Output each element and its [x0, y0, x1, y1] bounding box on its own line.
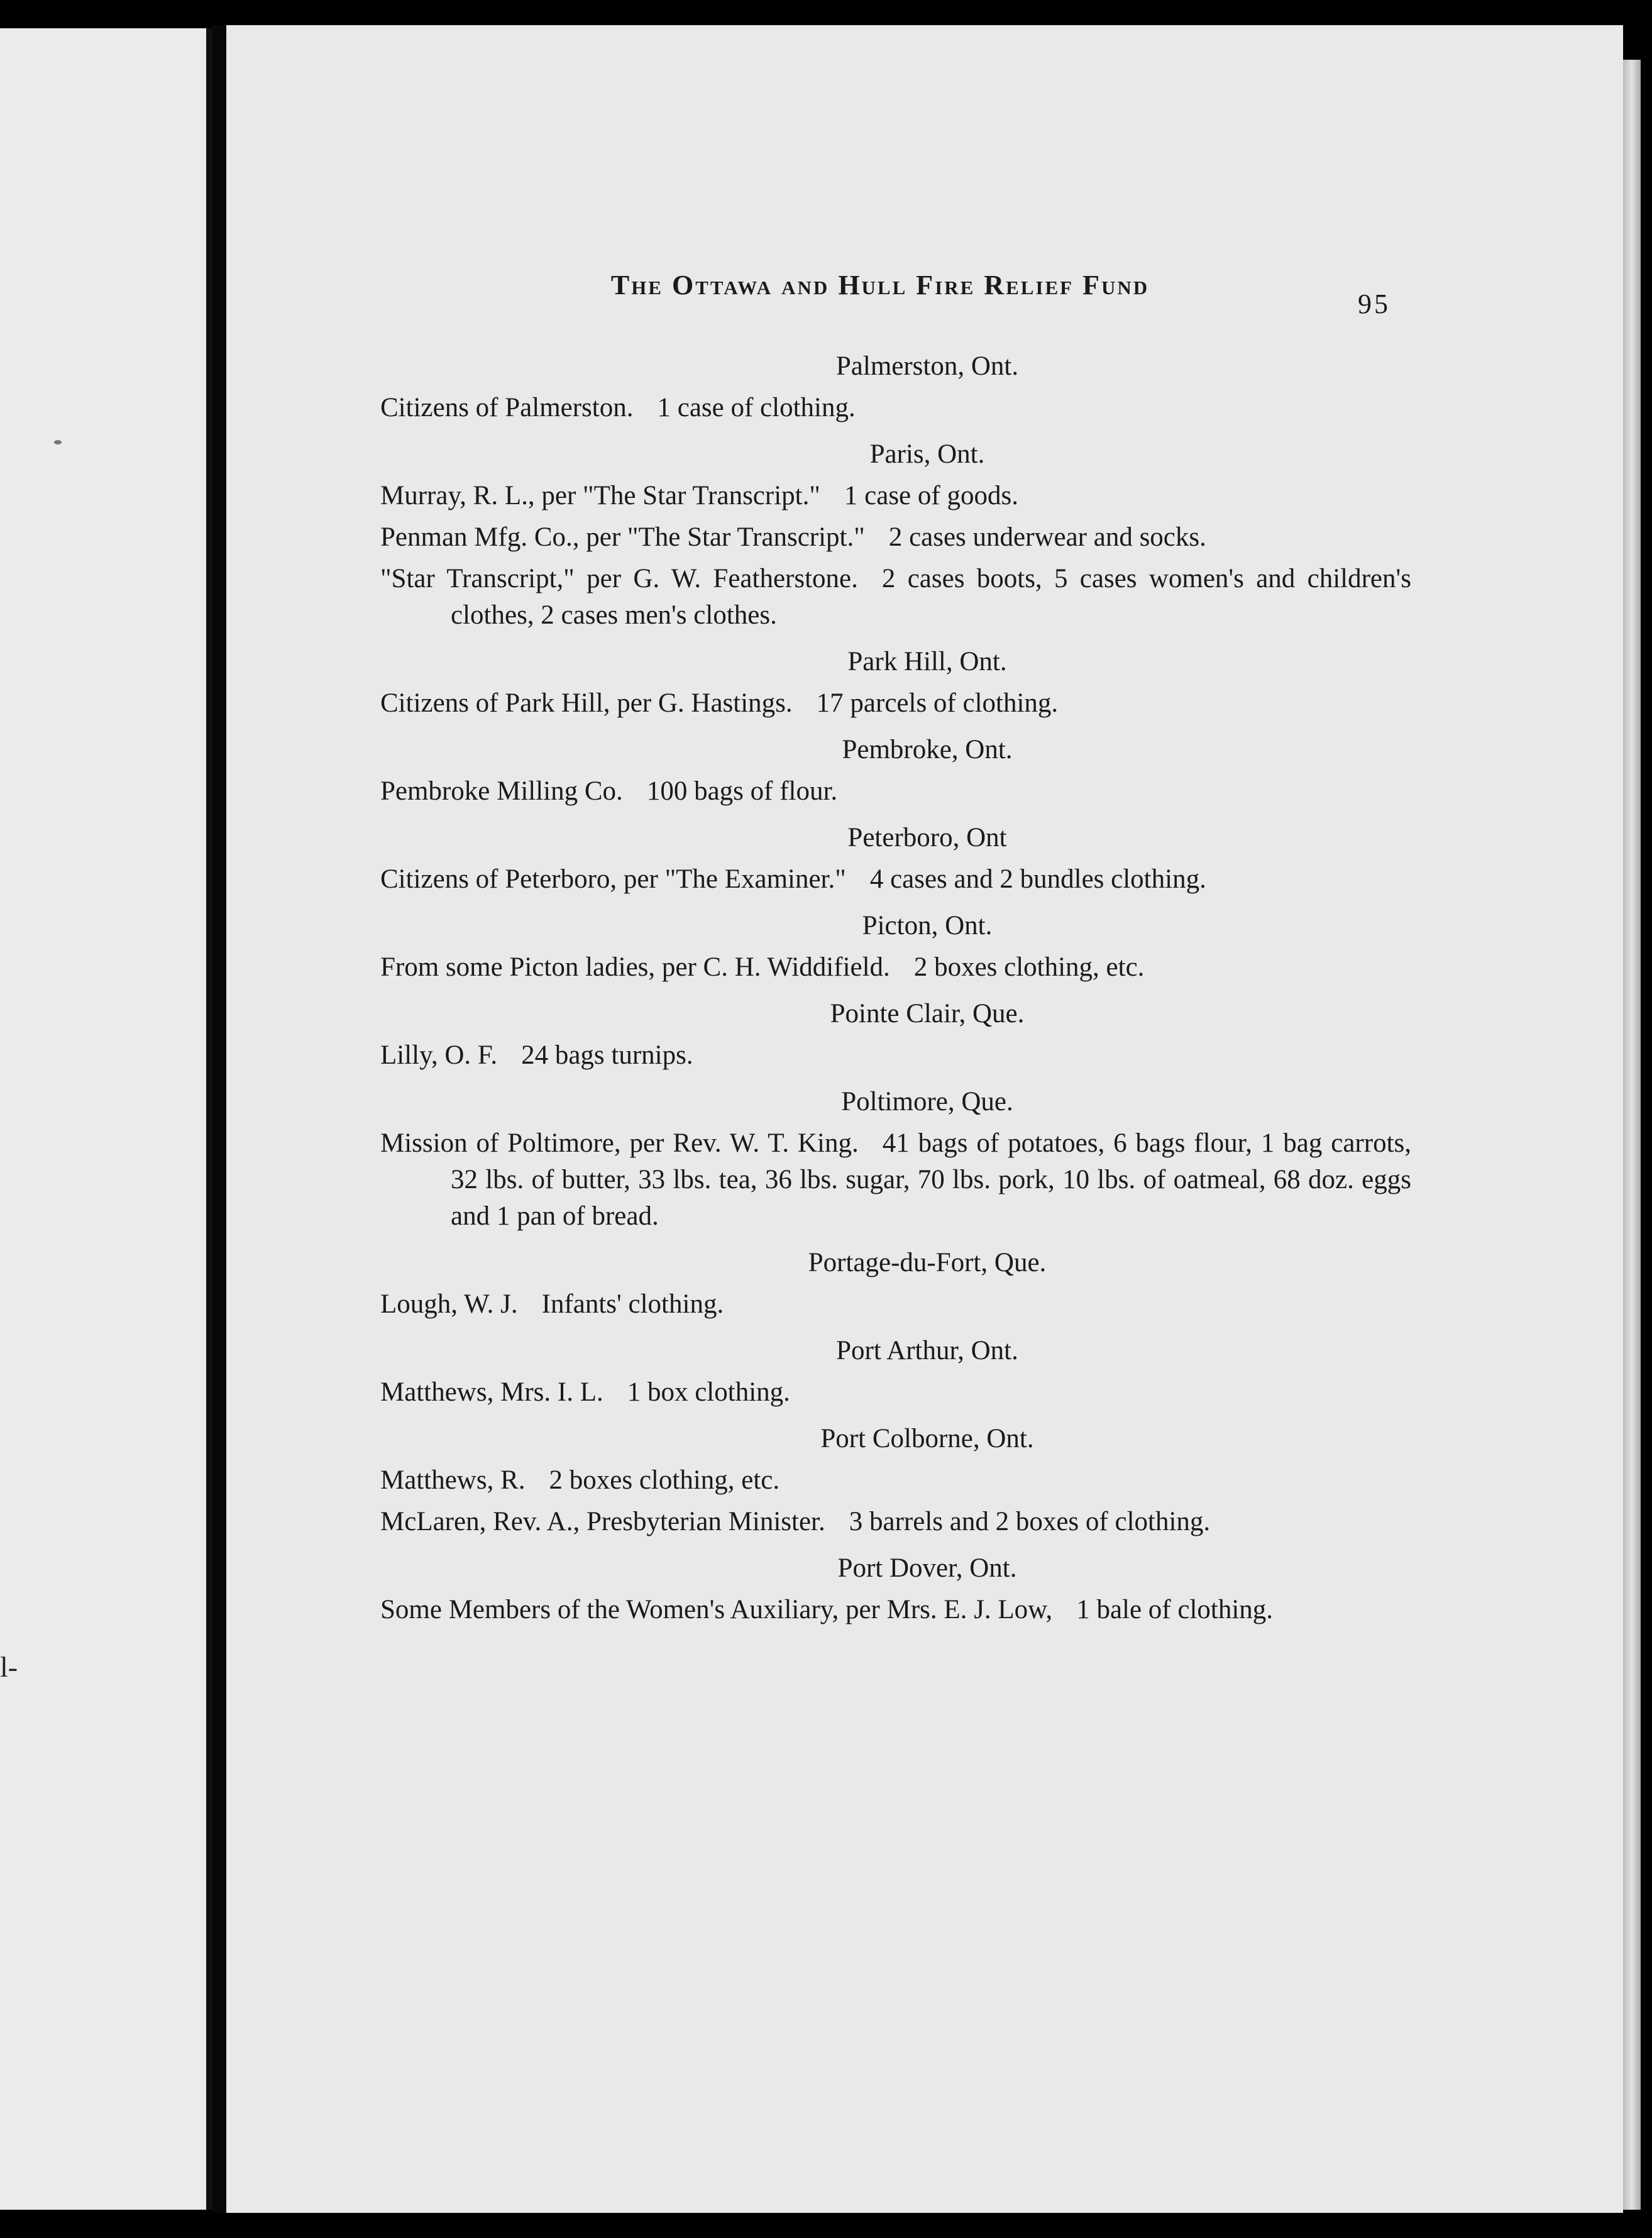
- donor-name: Mission of Poltimore, per Rev. W. T. King.: [380, 1128, 859, 1158]
- donor-entry: [380, 1504, 1411, 1540]
- donated-items: 2 boxes clothing, etc.: [549, 1465, 780, 1495]
- page-number: 95: [1358, 289, 1390, 319]
- donor-name: Citizens of Peterboro, per "The Examiner.": [380, 864, 846, 894]
- donor-name: From some Picton ladies, per C. H. Widdifield.: [380, 952, 890, 982]
- location-heading: Port Dover, Ont.: [837, 1553, 1017, 1583]
- donor-entry: [380, 1286, 1411, 1323]
- location-heading: Palmerston, Ont.: [835, 351, 1019, 381]
- location-section: [380, 1333, 1411, 1411]
- donor-name: Matthews, Mrs. I. L.: [380, 1377, 603, 1407]
- donor-name: Matthews, R.: [380, 1465, 526, 1495]
- location-section: [380, 436, 1411, 634]
- left-page-edge: [0, 28, 212, 2210]
- donor-name: Murray, R. L., per "The Star Transcript.": [380, 481, 820, 510]
- location-section: [380, 1084, 1411, 1235]
- donated-items: 2 cases underwear and socks.: [888, 522, 1206, 552]
- donated-items: 1 bale of clothing.: [1076, 1595, 1274, 1624]
- donor-name: Citizens of Park Hill, per G. Hastings.: [380, 688, 793, 718]
- donated-items: 4 cases and 2 bundles clothing.: [869, 864, 1206, 894]
- page-stack-edge: [1623, 60, 1641, 2210]
- donor-entry: [380, 1592, 1411, 1628]
- paper-speck: [54, 440, 62, 444]
- donated-items: 1 case of clothing.: [657, 393, 856, 422]
- location-section: [380, 820, 1411, 898]
- donor-name: Lough, W. J.: [380, 1289, 518, 1319]
- donor-entry: [380, 1125, 1411, 1235]
- donated-items: 2 cases boots, 5 cases women's and children's clothes, 2 cases men's clothes.: [451, 564, 1411, 630]
- donated-items: 3 barrels and 2 boxes of clothing.: [849, 1507, 1211, 1536]
- donated-items: 1 box clothing.: [627, 1377, 790, 1407]
- donor-entry: [380, 561, 1411, 634]
- donor-name: Penman Mfg. Co., per "The Star Transcript.": [380, 522, 865, 552]
- donor-entry: [380, 1374, 1411, 1411]
- location-section: [380, 1550, 1411, 1628]
- donor-entry: [380, 1462, 1411, 1499]
- donation-list: [380, 338, 1411, 1633]
- location-heading: Peterboro, Ont: [847, 823, 1007, 852]
- donor-entry: [380, 519, 1411, 556]
- donor-entry: [380, 685, 1411, 722]
- donor-entry: [380, 478, 1411, 514]
- donated-items: 41 bags of potatoes, 6 bags flour, 1 bag carrots, 32 lbs. of butter, 33 lbs. tea, 36 lbs. sugar, 70 lbs. pork, 10 lbs. of oatmeal, 68 doz. eggs and 1 pan of bread.: [451, 1128, 1411, 1231]
- donor-entry: [380, 1037, 1411, 1074]
- donor-entry: [380, 861, 1411, 898]
- donor-name: Lilly, O. F.: [380, 1040, 498, 1070]
- donor-name: Citizens of Palmerston.: [380, 393, 634, 422]
- donated-items: 1 case of goods.: [844, 481, 1018, 510]
- donated-items: 24 bags turnips.: [521, 1040, 693, 1070]
- donor-name: Pembroke Milling Co.: [380, 776, 623, 806]
- location-section: [380, 996, 1411, 1074]
- location-heading: Port Arthur, Ont.: [836, 1336, 1018, 1365]
- left-page-binding-shadow: [206, 28, 212, 2210]
- location-heading: Pointe Clair, Que.: [830, 999, 1025, 1028]
- location-heading: Pembroke, Ont.: [842, 735, 1013, 764]
- donor-entry: [380, 390, 1411, 426]
- running-head: The Ottawa and Hull Fire Relief Fund: [610, 270, 1150, 300]
- donated-items: Infants' clothing.: [541, 1289, 724, 1319]
- donor-entry: [380, 773, 1411, 810]
- donated-items: 2 boxes clothing, etc.: [913, 952, 1145, 982]
- location-section: [380, 908, 1411, 986]
- donor-name: "Star Transcript," per G. W. Featherstone.: [380, 564, 858, 593]
- donor-entry: [380, 949, 1411, 986]
- location-heading: Portage-du-Fort, Que.: [808, 1248, 1047, 1277]
- location-section: [380, 348, 1411, 426]
- location-heading: Poltimore, Que.: [841, 1087, 1013, 1116]
- donor-name: Some Members of the Women's Auxiliary, per Mrs. E. J. Low,: [380, 1595, 1053, 1624]
- location-section: [380, 644, 1411, 722]
- donated-items: 17 parcels of clothing.: [816, 688, 1059, 718]
- donor-name: McLaren, Rev. A., Presbyterian Minister.: [380, 1507, 825, 1536]
- book-gutter: [212, 25, 226, 2213]
- location-section: [380, 732, 1411, 810]
- location-heading: Paris, Ont.: [869, 439, 985, 469]
- location-heading: Picton, Ont.: [862, 911, 993, 940]
- location-heading: Park Hill, Ont.: [847, 647, 1007, 676]
- location-heading: Port Colborne, Ont.: [820, 1424, 1034, 1453]
- donated-items: 100 bags of flour.: [646, 776, 838, 806]
- left-page-text-fragment: l-: [0, 1651, 18, 1683]
- location-section: [380, 1245, 1411, 1323]
- location-section: [380, 1421, 1411, 1540]
